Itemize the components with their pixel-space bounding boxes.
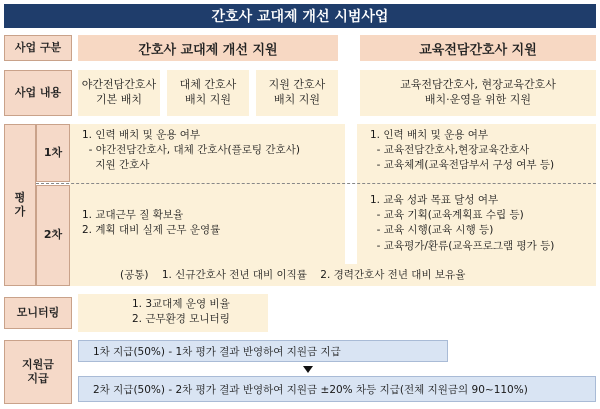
round-divider [36,183,596,184]
monitoring-items: 1. 3교대제 운영 비율 2. 근무환경 모니터링 [132,298,230,326]
round2-right-criteria: 1. 교육 성과 목표 달성 여부 - 교육 기획(교육계획표 수립 등) - 교육 시행(교육 시행 등) - 교육평가/환류(교육프로그램 평가 등) [370,194,555,252]
page-title: 간호사 교대제 개선 시범사업 [4,4,596,28]
night-nurse-box: 야간전담간호사 기본 배치 [78,70,160,116]
round1-label: 1차 [36,124,70,182]
subsidy-label: 지원금 지급 [4,340,72,404]
monitoring-label: 모니터링 [4,297,72,329]
second-payment-text: 2차 지급(50%) - 2차 평가 결과 반영하여 지원금 ±20% 차등 지급(전체 지원금의 90~110%) [93,383,528,396]
common-criteria: (공통) 1. 신규간호사 전년 대비 이직률 2. 경력간호사 전년 대비 보유율 [120,269,466,281]
down-arrow-icon [303,366,313,373]
category-label: 사업 구분 [4,35,72,61]
first-payment [78,340,448,362]
round1-right-criteria: 1. 인력 배치 및 운용 여부 - 교육전담간호사,현장교육간호사 - 교육체계(교육전담부서 구성 여부 등) [370,129,555,172]
support-nurse-box: 지원 간호사 배치 지원 [256,70,338,116]
round1-left-criteria: 1. 인력 배치 및 운용 여부 - 야간전담간호사, 대체 간호사(플로팅 간호사) 지원 간호사 [82,129,300,172]
second-payment [78,376,596,402]
right-program-header: 교육전담간호사 지원 [360,35,596,61]
education-nurse-content: 교육전담간호사, 현장교육간호사 배치·운영을 위한 지원 [360,70,596,116]
column-gap [345,124,357,264]
evaluation-label: 평 가 [4,124,36,286]
left-program-header: 간호사 교대제 개선 지원 [78,35,338,61]
substitute-nurse-box: 대체 간호사 배치 지원 [167,70,249,116]
first-payment-text: 1차 지급(50%) - 1차 평가 결과 반영하여 지원금 지급 [93,345,341,358]
round2-left-criteria: 1. 교대근무 질 확보율 2. 계획 대비 실제 근무 운영률 [82,209,221,237]
round2-label: 2차 [36,185,70,286]
content-label: 사업 내용 [4,70,72,116]
